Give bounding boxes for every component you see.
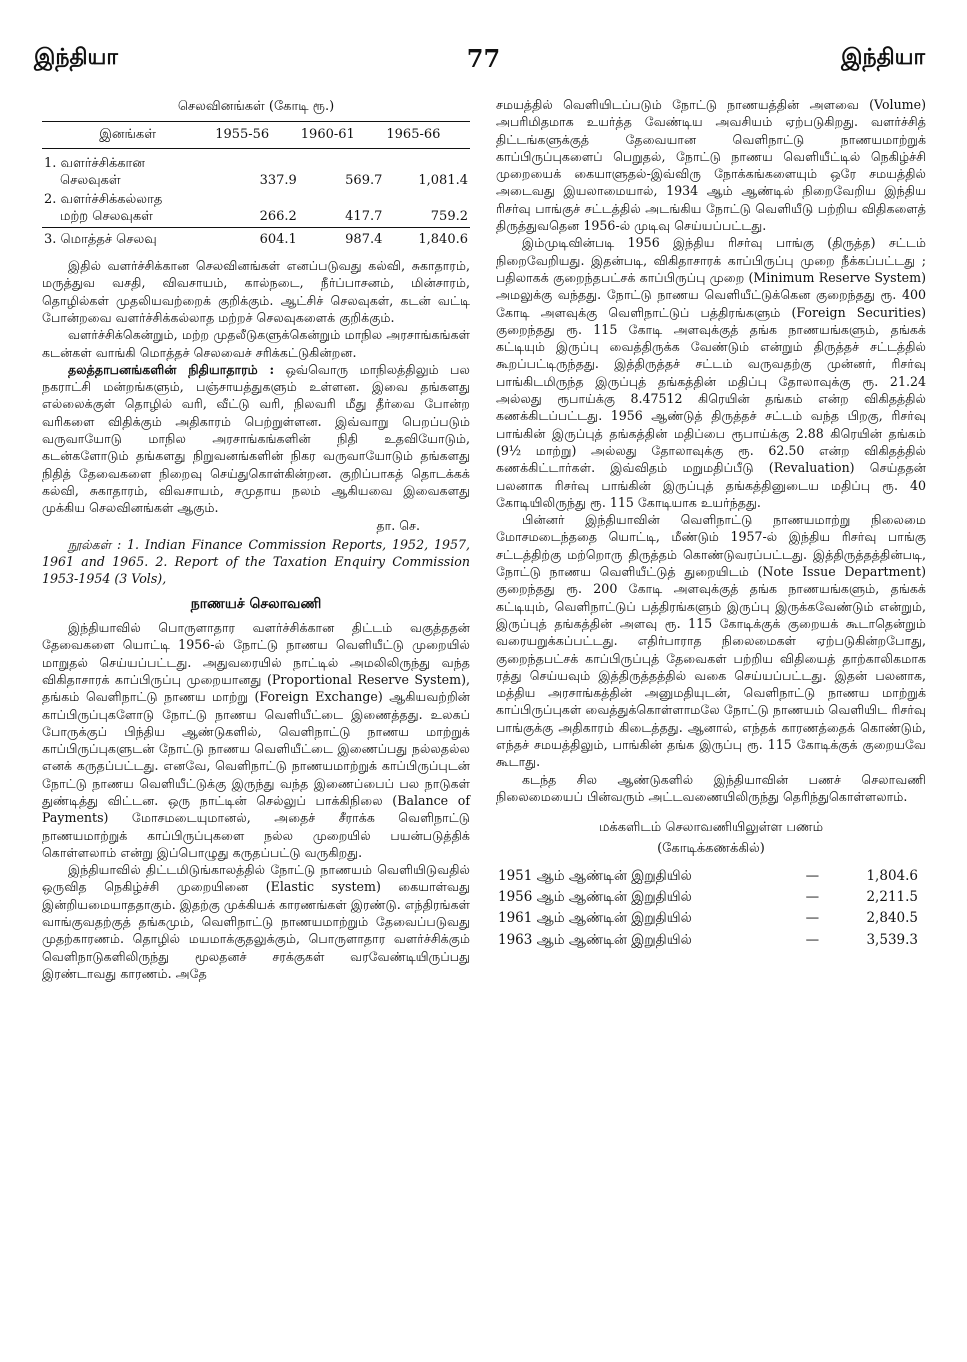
paragraph-heading: தலத்தாபனங்களின் நிதியாதாரம் : (68, 361, 275, 377)
page-number: 77 (466, 44, 501, 73)
row-label: 1956 ஆம் ஆண்டின் இறுதியில் (498, 889, 692, 906)
row-label: 1951 ஆம் ஆண்டின் இறுதியில் (498, 867, 692, 884)
row-label: 3. மொத்தச் செலவு (42, 227, 213, 249)
left-column (42, 96, 470, 982)
header-right-title: இந்தியா (841, 44, 925, 70)
table-cell: 337.9 (259, 172, 297, 188)
author-signature: தா. செ. (376, 517, 420, 533)
row-label: 2. வளர்ச்சிக்கல்லாத மற்ற செலவுகள் (44, 192, 163, 225)
table-cell: 417.7 (345, 209, 383, 225)
table-header-row (42, 122, 470, 148)
table-row (496, 887, 926, 908)
column-header: 1960-61 (299, 122, 385, 148)
row-label: 1. வளர்ச்சிக்கான செலவுகள் (44, 155, 145, 188)
table-row (42, 190, 470, 227)
column-header: இனங்கள் (42, 122, 213, 148)
table-cell: 1,081.4 (418, 172, 468, 188)
currency-table-title: மக்களிடம் செலாவணியிலுள்ள பணம் (598, 820, 824, 836)
table-row (42, 148, 470, 190)
table-cell: 1,840.6 (384, 227, 470, 249)
paragraph: பின்னர் இந்தியாவின் வெளிநாட்டு நாணயமாற்று நிலைமை மோசமடைந்ததை யொட்டி, மீண்டும் 1957-ல் இந்திய ரிசர்வு பாங்கு சட்டத்திற்கு மற்றொரு திருத்தம் கொண்டுவரப்பட்டது. இத்திருத்தத்தின்படி, நோட்டு நாணய வெளியீட்டுத் துறையிடம் (Note Issue Department) குறைந்தது ரூ. 200 கோடி அளவுக்குத் தங்க நாணயங்களும், தங்கக் கட்டியும், வெளிநாட்டுப் பத்திரங்களும் இருப்பு இருக்கவேண்டும் என்றும், இருப்புத் தங்கத்தின் அளவு ரூ. 115 கோடிக்குக் குறையக் கூடாதென்றும் வரையறுக்கப்பட்டது. எதிர்பாராத நிலைமைகள் ஏற்படுகின்றபோது, குறைந்தபட்சக் காப்பிருப்புத் தேவைகள் பற்றிய விதியைத் தாற்காலிகமாக ரத்து செய்யவும் இத்திருத்தத்தில் வகை செய்யப்பட்டது. இதன் பலனாக, மத்திய அரசாங்கத்தின் அனுமதியுடன், வெளிநாட்டு நாணய மாற்றுக் காப்பிருப்புகள் வைத்துக்கொள்ளாமலே நோட்டு நாணயம் வெளியிட ரிசர்வு பாங்குக்கு அதிகாரம் கிடைத்தது. ஆனால், எந்தக் காரணத்தைக் கொண்டும், எந்தச் சமயத்திலும், பாங்கின் தங்க இருப்பு ரூ. 115 கோடிக்குக் குறையவே கூடாது. (496, 512, 926, 770)
currency-table-subtitle: (கோடிக்கணக்கில்) (657, 841, 765, 857)
table-cell: 266.2 (259, 209, 297, 225)
paragraph: சமயத்தில் வெளியிடப்படும் நோட்டு நாணயத்தின் அளவை (Volume) அபரிமிதமாக உயர்த்த வேண்டிய அவசியம் ஏற்படுகிறது. வளர்ச்சித் திட்டங்களுக்குத் தேவையான வெளிநாட்டு நாணயமாற்றுக் காப்பிருப்புகளைப் பெறுதல், நோட்டு நாணய வெளியீட்டில் நெகிழ்ச்சி முறையைக் கையாளுதல்-இவ்விரு நோக்கங்களையும் ஒரே சமயத்தில் அடைவது இயலாமையால், 1934 ஆம் ஆண்டில் நிறைவேறிய இந்திய ரிசர்வு பாங்குச் சட்டத்தில் அடங்கிய நோட்டு வெளியீடு பற்றிய விதிகளைத் திருத்துவதென 1956-ல் முடிவு செய்யப்பட்டது. (496, 97, 926, 234)
page-header (0, 44, 967, 84)
paragraph: இம்முடிவின்படி 1956 இந்திய ரிசர்வு பாங்கு (திருத்த) சட்டம் நிறைவேறியது. இதன்படி, விகிதாசாரக் காப்பிருப்பு முறை நீக்கப்பட்டது ; பதிலாகக் குறைந்தபட்சக் காப்பிருப்பு முறை (Minimum Reserve System) அமலுக்கு வந்தது. நோட்டு நாணய வெளியீட்டுக்கென குறைந்தது ரூ. 400 கோடி அளவுக்கு வெளிநாட்டுப் பத்திரங்களும் (Foreign Securities) குறைந்தது ரூ. 115 கோடி அளவுக்குத் தங்க நாணயங்களும், தங்கக் கட்டியும் இருப்பு வைத்திருக்க வேண்டும் என்றும் திருத்தச் சட்டத்தில் கூறப்பட்டிருந்தது. இத்திருத்தச் சட்டம் வருவதற்கு முன்னர், ரிசர்வு பாங்கிடமிருந்த இருப்புத் தங்கத்தின் மதிப்பு தோலாவுக்கு ரூ. 21.24 அல்லது ரூபாய்க்கு 8.47512 கிரெயின் தங்கம் என்ற விகிதத்தில் கணக்கிடப்பட்டது. 1956 ஆண்டுத் திருத்தச் சட்டம் வந்த பிறகு, ரிசர்வு பாங்கின் இருப்புத் தங்கத்தின் மதிப்பை ரூபாய்க்கு 2.88 கிரெயின் தங்கம் (9½ மாற்று) அல்லது தோலாவுக்கு ரூ. 62.50 என்ற விகிதத்தில் கணக்கிட்டார்கள். இவ்விதம் மறுமதிப்பீடு (Revaluation) செய்ததன் பலனாக ரிசர்வு பாங்கின் இருப்புத் தங்கத்தினுடைய மதிப்பு ரூ. 40 கோடியிலிருந்து ரூ. 115 கோடியாக உயர்ந்தது. (496, 235, 926, 510)
expenditure-table (42, 121, 470, 249)
table-row (496, 930, 926, 951)
dash: — (805, 910, 820, 927)
column-header: 1965-66 (384, 122, 470, 148)
row-label: 1963 ஆம் ஆண்டின் இறுதியில் (498, 931, 692, 948)
table-row (496, 908, 926, 929)
table-total-row (42, 227, 470, 249)
expenditure-table-title: செலவினங்கள் (கோடி ரூ.) (177, 99, 335, 114)
paragraph: தலத்தாபனங்களின் நிதியாதாரம் : ஒவ்வொரு மாநிலத்திலும் பல நகராட்சி மன்றங்களும், பஞ்சாயத்துகளும் உள்ளன. இவை தங்களது எல்லைக்குள் தொழில் வரி, வீட்டு வரி, நிலவரி மீது தீர்வை போன்ற வரிகளை விதிக்கும் அதிகாரம் பெற்றுள்ளன. இவ்வாறு பெறப்படும் வருவாயோடு மாநில அரசாங்கங்களின் நிதி உதவியோடும், கடன்களோடும் தங்களது நிறுவனங்களின் நிகர வருவாயோடும் தங்களது நிதித் தேவைகளை நிறைவு செய்துகொள்கின்றன. குறிப்பாகத் தொடக்கக் கல்வி, சுகாதாரம், விவசாயம், சமுதாய நலம் ஆகியவை இவைகளது முக்கிய செலவினங்கள் ஆகும். (42, 361, 470, 516)
paragraph: இந்தியாவில் பொருளாதார வளர்ச்சிக்கான திட்டம் வகுத்ததன் தேவைகளை யொட்டி 1956-ல் நோட்டு நாணய வெளியீட்டு முறையில் மாறுதல் செய்யப்பட்டது. அதுவரையில் நாட்டில் அமலிலிருந்து வந்த விகிதாசாரக் காப்பிருப்பு முறையானது (Proportional Reserve System), தங்கம் வெளிநாட்டு நாணய மாற்று (Foreign Exchange) ஆகியவற்றின் காப்பிருப்புகளோடு நோட்டு நாணய வெளியீட்டை இணைத்தது. உலகப் போருக்குப் பிந்திய ஆண்டுகளில், வெளிநாட்டு நாணய மாற்றுக் காப்பிருப்புகளுடன் நோட்டு நாணய வெளியீட்டை இணைப்பது நல்லதல்ல எனக் கருதப்பட்டது. எனவே, வெளிநாட்டு நாணயமாற்றுக் காப்பிருப்புடன் நோட்டு நாணய வெளியீட்டுக்கு இருந்து வந்த இணைப்பைப் பல நாடுகள் துண்டித்து விட்டன. ஒரு நாட்டின் செல்லுப் பாக்கிநிலை (Balance of Payments) மோசமடையுமானல், அதைச் சீராக்க வெளிநாட்டு நாணயமாற்றுக் காப்பிருப்புகளை நல்ல முறையில் பயன்படுத்திக் கொள்ளலாம் என்று இப்பொழுது கருதப்பட்டு வருகிறது. (42, 620, 470, 860)
paragraph: இதில் வளர்ச்சிக்கான செலவினங்கள் எனப்படுவது கல்வி, சுகாதாரம், மருத்துவ வசதி, விவசாயம், கால்நடை, நீர்ப்பாசனம், மின்சாரம், தொழில்கள் முதலியவற்றைக் குறிக்கும். ஆட்சிச் செலவுகள், கடன் வட்டி போன்றவை வளர்ச்சிக்கல்லாத மற்றச் செலவுகளைக் குறிக்கும். (42, 258, 470, 325)
table-cell: 1,804.6 (866, 867, 918, 884)
references: நூல்கள் : 1. Indian Finance Commission Reports, 1952, 1957, 1961 and 1965. 2. Report of the Taxation Enquiry Commission 1953-1954 (3 Vols), (42, 536, 470, 587)
currency-table (496, 866, 926, 951)
paragraph: இந்தியாவில் திட்டமிடுங்காலத்தில் நோட்டு நாணயம் வெளியிடுவதில் ஒருவித நெகிழ்ச்சி முறையினை (Elastic system) கையாள்வது இன்றியமையாததாகும். இதற்கு முக்கியக் காரணங்கள் இரண்டு. எந்திரங்கள் வாங்குவதற்குத் தங்கமும், வெளிநாட்டு நாணயமாற்றும் தேவைப்படுவது முதற்காரணம். தொழில் மயமாக்குதலுக்கும், பொருளாதார வளர்ச்சிக்கும் வெளிநாடுகளிலிருந்து மூலதனச் சரக்குகள் வரவேண்டியிருப்பது இரண்டாவது காரணம். அதே (42, 862, 470, 981)
row-label: 1961 ஆம் ஆண்டின் இறுதியில் (498, 910, 692, 927)
table-cell: 759.2 (430, 209, 468, 225)
right-column (496, 96, 926, 951)
dash: — (805, 867, 820, 884)
paragraph: வளர்ச்சிக்கென்றும், மற்ற முதலீடுகளுக்கென்றும் மாநில அரசாங்கங்கள் கடன்கள் வாங்கி மொத்தச் செலவைச் சரிக்கட்டுகின்றன. (42, 327, 470, 360)
header-left-title: இந்தியா (34, 44, 118, 70)
paragraph: கடந்த சில ஆண்டுகளில் இந்தியாவின் பணச் செலாவணி நிலைமையைப் பின்வரும் அட்டவணையிலிருந்து தெரிந்துகொள்ளலாம். (496, 771, 926, 804)
table-cell: 987.4 (299, 227, 385, 249)
table-cell: 2,211.5 (866, 889, 918, 906)
column-header: 1955-56 (213, 122, 299, 148)
table-cell: 2,840.5 (866, 910, 918, 927)
table-cell: 569.7 (345, 172, 383, 188)
section-title: நாணயச் செலாவணி (190, 595, 322, 612)
dash: — (805, 931, 820, 948)
dash: — (805, 889, 820, 906)
table-cell: 604.1 (213, 227, 299, 249)
table-row (496, 866, 926, 887)
table-cell: 3,539.3 (866, 931, 918, 948)
